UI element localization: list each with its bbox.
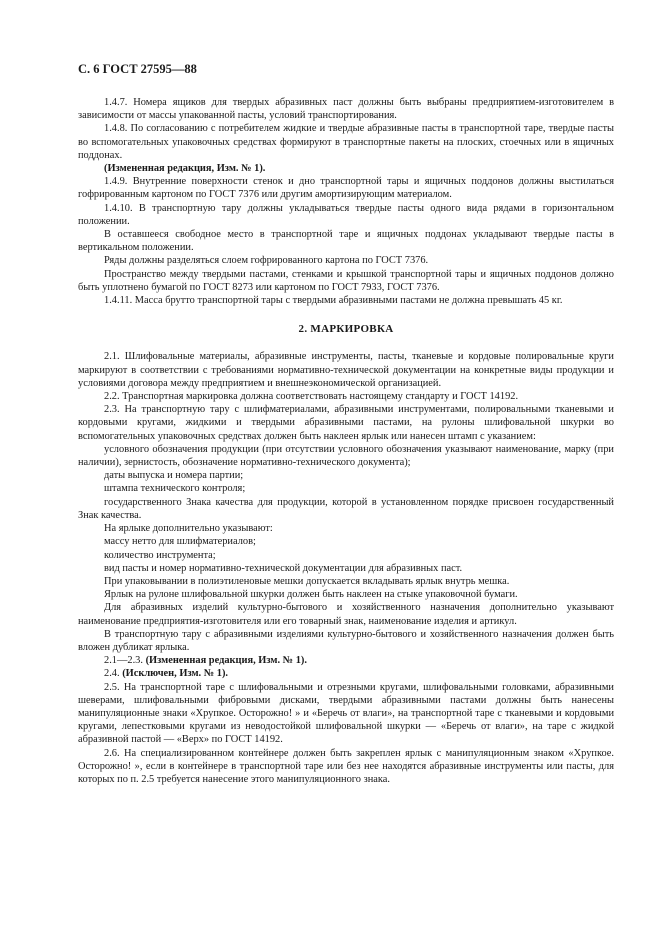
paragraph-2-2: 2.2. Транспортная маркировка должна соответствовать настоящему стандарту и ГОСТ 14192.: [104, 391, 519, 403]
list-item-stamp: штампа технического контроля;: [104, 483, 246, 495]
paragraph-2-4: [78, 667, 614, 680]
amendment-note: (Измененная редакция, Изм. № 1).: [145, 655, 307, 667]
paragraph-1-4-11: 1.4.11. Масса брутто транспортной тары с твердыми абразивными пастами не должна превышать 45 кг.: [104, 295, 563, 307]
paragraph-2-3: 2.3. На транспортную тару с шлифматериалами, абразивными инструментами, полировальными тканевыми и кордовыми кругами, жидкими и твердыми абразивными пастами, на рулоны шлифовальной шкурки во вспомогательных упаковочных средствах должен быть наклеен ярлык или нанесен штамп с указанием:: [78, 404, 614, 442]
list-item-net-mass: массу нетто для шлифматериалов;: [104, 536, 256, 548]
clause-number: 2.1—2.3.: [104, 655, 146, 667]
paragraph-roll-label: Ярлык на рулоне шлифовальной шкурки должен быть наклеен на стыке упаковочной бумаги.: [104, 589, 518, 601]
amendment-note: (Измененная редакция, Изм. № 1).: [104, 163, 266, 175]
list-item-tool-count: количество инструмента;: [104, 549, 216, 561]
paragraph-rows-separation: Ряды должны разделяться слоем гофрированного картона по ГОСТ 7376.: [104, 255, 429, 267]
page-header: С. 6 ГОСТ 27595—88: [78, 62, 197, 76]
paragraph-2-6: 2.6. На специализированном контейнере должен быть закреплен ярлык с манипуляционным знаком «Хрупкое. Осторожно! », если в контейнере в транспортной таре или без нее находятся абразивные инструменты или пасты, для которых по п. 2.5 требуется нанесение этого манипуляционного знака.: [78, 747, 614, 785]
document-body: [78, 96, 614, 786]
paragraph-polyethylene-bags: При упаковывании в полиэтиленовые мешки допускается вкладывать ярлык внутрь мешка.: [104, 575, 510, 587]
paragraph-1-4-8: 1.4.8. По согласованию с потребителем жидкие и твердые абразивные пасты в транспортной таре, твердые пасты во вспомогательных упаковочных средствах формируют в транспортные пакеты на плоских, стоечных или в ящичных поддонах.: [78, 123, 614, 161]
paragraph-household-items: Для абразивных изделий культурно-бытового и хозяйственного назначения дополнительно указывают наименование предприятия-изготовителя или его товарный знак, наименование изделия и артикул.: [78, 602, 614, 627]
paragraph-2-1: 2.1. Шлифовальные материалы, абразивные инструменты, пасты, тканевые и кордовые полировальные круги маркируют в соответствии с требованиями нормативно-технической документации на конкретные виды продукции и условиями договора между предприятием и внешнеэкономической организацией.: [78, 351, 614, 389]
clause-number: 2.4.: [104, 668, 123, 680]
list-item-date: даты выпуска и номера партии;: [104, 470, 244, 482]
excluded-note: (Исключен, Изм. № 1).: [122, 668, 229, 680]
paragraph-2-1-2-3-amendment: [78, 654, 614, 667]
paragraph-1-4-9: 1.4.9. Внутренние поверхности стенок и дно транспортной тары и ящичных поддонов должны выстилаться гофрированным картоном по ГОСТ 7376 или другим амортизирующим материалом.: [78, 176, 614, 201]
paragraph-2-5: 2.5. На транспортной таре с шлифовальными и отрезными кругами, шлифовальными головками, абразивными шеверами, шлифовальными фибровыми дисками, твердыми абразивными пастами должны быть нанесены манипуляционные знаки «Хрупкое. Осторожно! » и «Беречь от влаги», на транспортной таре с тканевыми и кордовыми кругами, лепестковыми кругами из неводостойкой шлифовальной шкурки — «Беречь от влаги», на таре с жидкой абразивной пастой — «Верх» по ГОСТ 14192.: [78, 681, 614, 746]
paragraph-vertical-placement: В оставшееся свободное место в транспортной таре и ящичных поддонах укладывают твердые пасты в вертикальном положении.: [78, 229, 614, 254]
paragraph-1-4-7: 1.4.7. Номера ящиков для твердых абразивных паст должны быть выбраны предприятием-изготовителем в зависимости от массы упакованной пасты, условий транспортирования.: [78, 97, 614, 122]
list-item-designation: условного обозначения продукции (при отсутствии условного обозначения указывают наименование, марку (при наличии), зернистость, обозначение нормативно-технического документа);: [78, 443, 614, 469]
paragraph-label-duplicate: В транспортную тару с абразивными изделиями культурно-бытового и хозяйственного назначения должен быть вложен дубликат ярлыка.: [78, 628, 614, 653]
list-item-quality-mark: государственного Знака качества для продукции, которой в установленном порядке присвоен государственный Знак качества.: [78, 496, 614, 521]
paragraph-space-sealing: Пространство между твердыми пастами, стенками и крышкой транспортной тары и ящичных поддонов должно быть уплотнено бумагой по ГОСТ 8273 или картоном по ГОСТ 7933, ГОСТ 7376.: [78, 268, 614, 293]
paragraph-label-additional: На ярлыке дополнительно указывают:: [104, 523, 273, 535]
paragraph-1-4-10: 1.4.10. В транспортную тару должны укладываться твердые пасты одного вида рядами в горизонтальном положении.: [78, 202, 614, 227]
section-title-marking: 2. МАРКИРОВКА: [298, 323, 394, 336]
list-item-paste-type: вид пасты и номер нормативно-технической документации для абразивных паст.: [104, 562, 463, 574]
